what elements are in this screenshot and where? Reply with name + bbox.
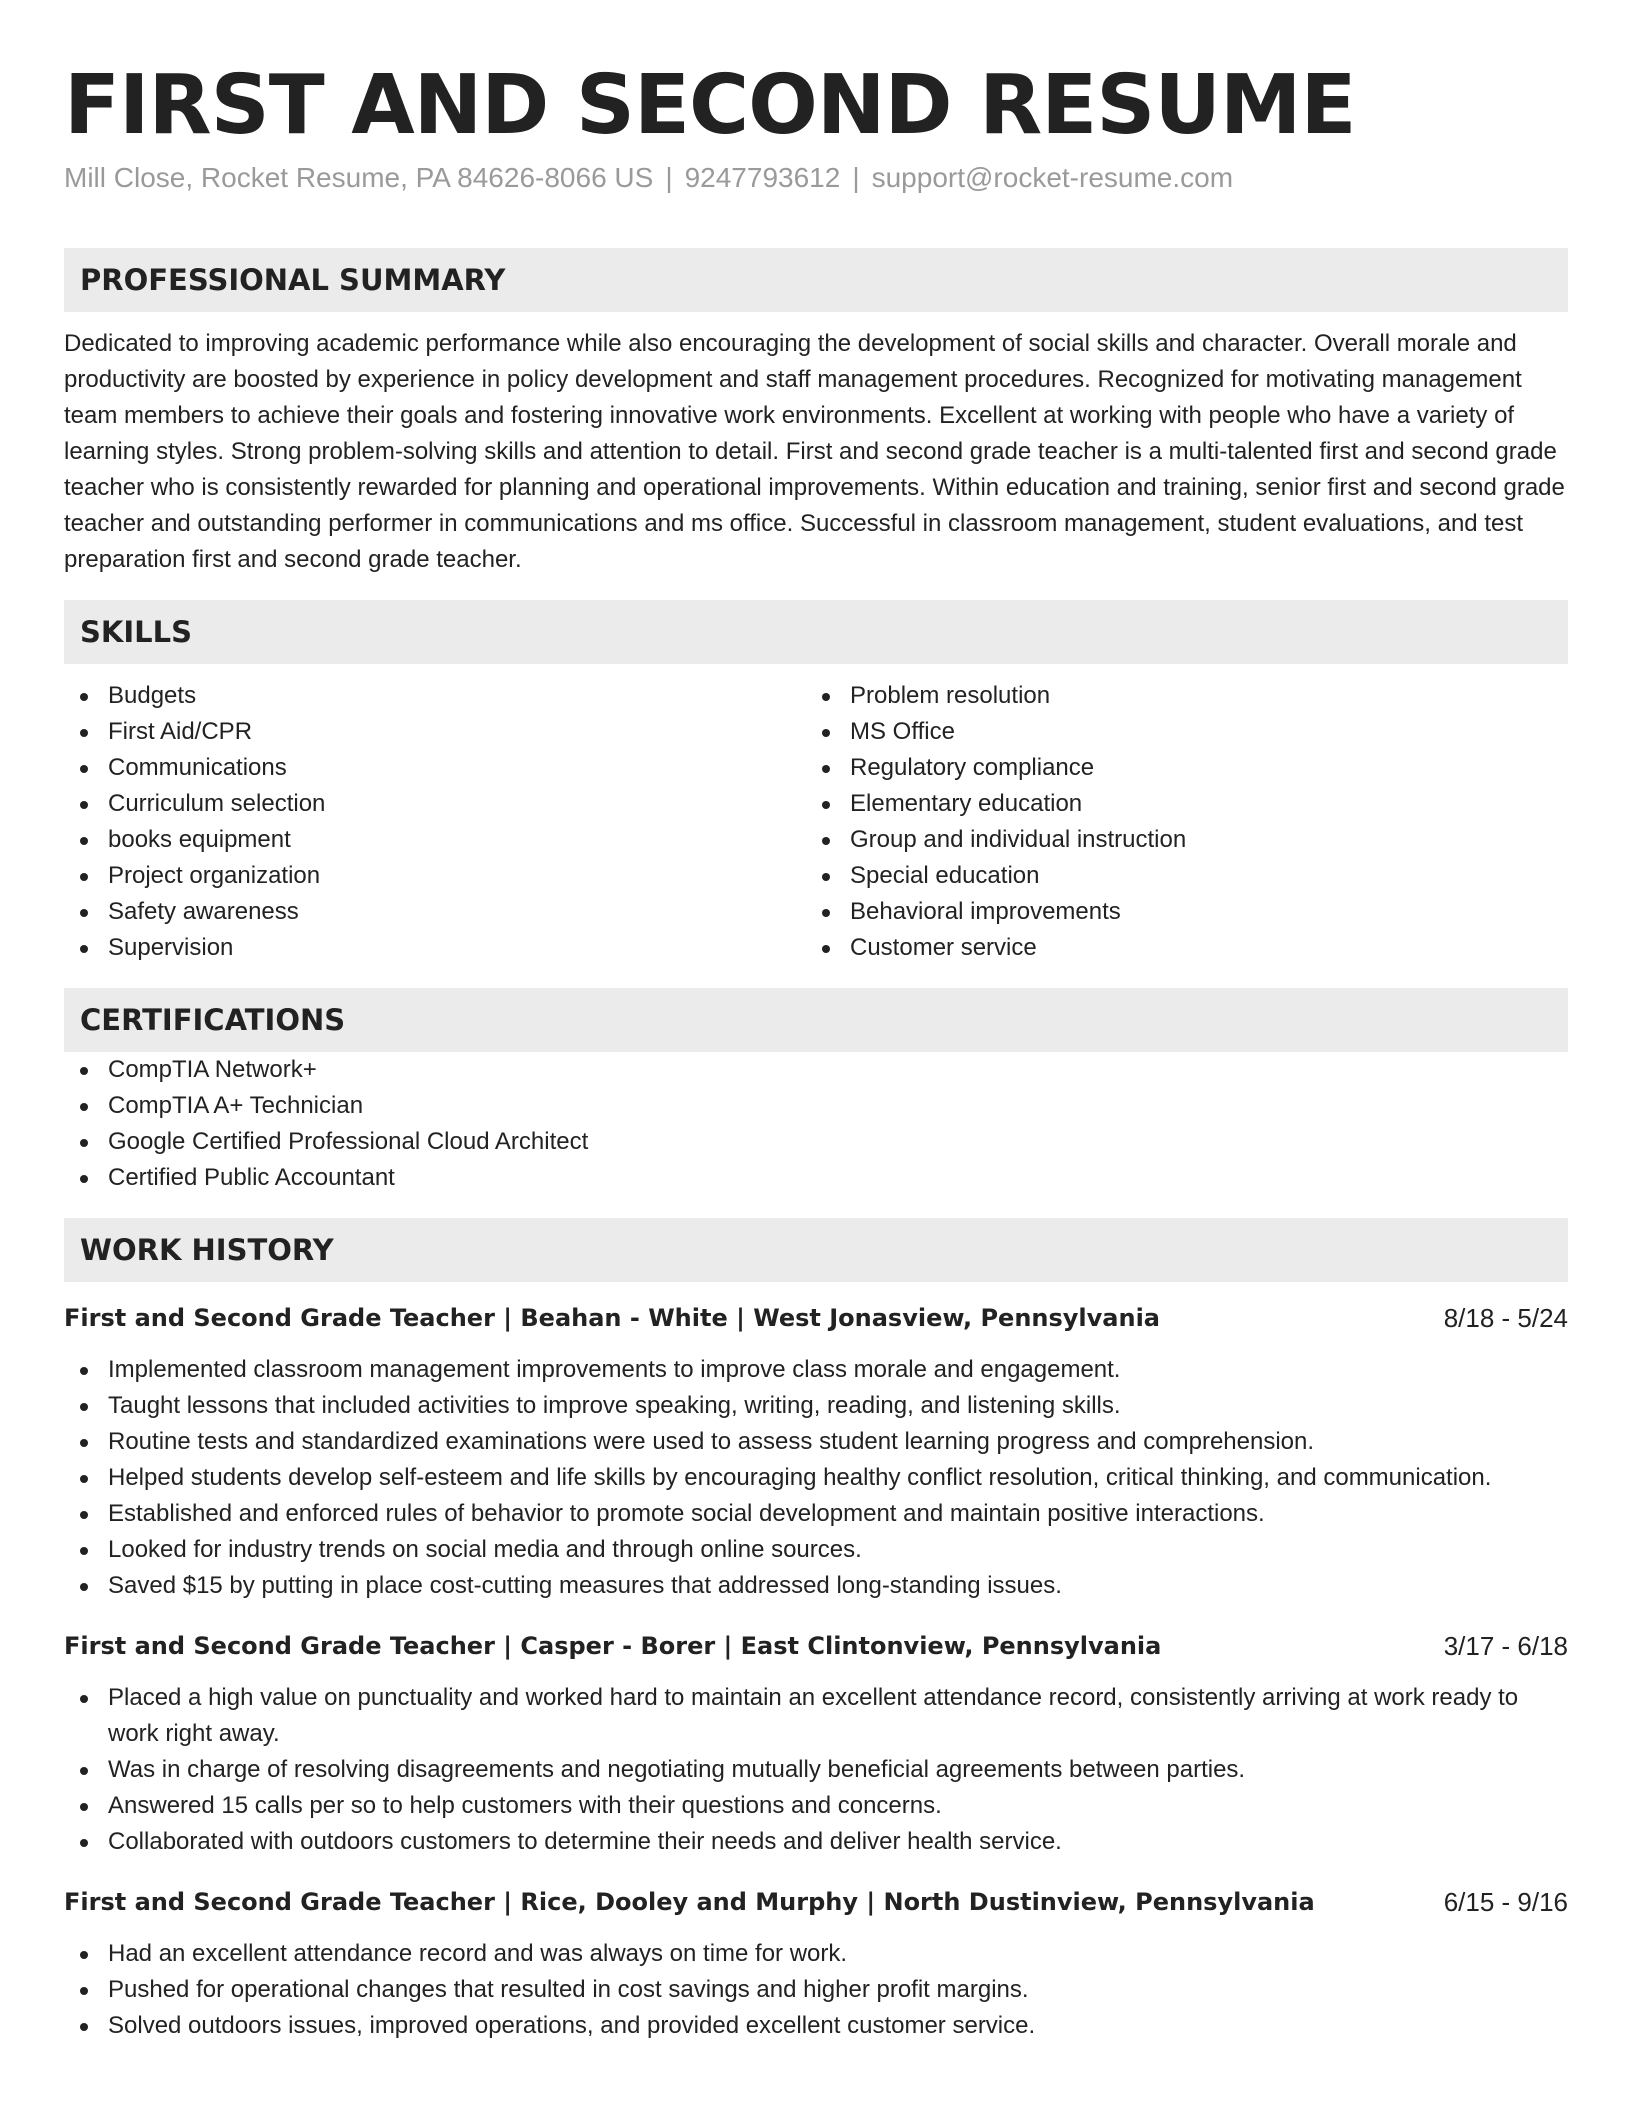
job-bullets — [64, 1352, 1568, 1604]
skill-item: Behavioral improvements — [806, 894, 1548, 930]
job-bullet: Taught lessons that included activities to improve speaking, writing, reading, and listening skills. — [64, 1388, 1568, 1424]
section-header-summary: PROFESSIONAL SUMMARY — [64, 248, 1568, 312]
skills-list-right — [806, 678, 1548, 966]
skills-columns — [64, 678, 1568, 966]
skill-item: Project organization — [64, 858, 806, 894]
certifications-list — [64, 1052, 1568, 1196]
job-bullet: Placed a high value on punctuality and worked hard to maintain an excellent attendance record, consistently arriving at work ready to work right away. — [64, 1680, 1568, 1752]
job-title-row — [64, 1628, 1568, 1664]
summary-text: Dedicated to improving academic performance while also encouraging the development of social skills and character. Overall morale and productivity are boosted by experience in policy development and staff management procedures. Recognized for motivating management team members to achieve their goals and fostering innovative work environments. Excellent at working with people who have a variety of learning styles. Strong problem-solving skills and attention to detail. First and second grade teacher is a multi-talented first and second grade teacher who is consistently rewarded for planning and operational improvements. Within education and training, senior first and second grade teacher and outstanding performer in communications and ms office. Successful in classroom management, student evaluations, and test preparation first and second grade teacher. — [64, 330, 1565, 573]
job-bullet: Solved outdoors issues, improved operations, and provided excellent customer service. — [64, 2008, 1568, 2044]
skill-item: Problem resolution — [806, 678, 1548, 714]
section-header-skills: SKILLS — [64, 600, 1568, 664]
job-dates: 3/17 - 6/18 — [1443, 1631, 1568, 1661]
skill-item: Safety awareness — [64, 894, 806, 930]
contact-separator: | — [665, 162, 673, 193]
contact-email: support@rocket-resume.com — [871, 162, 1234, 193]
job-bullet: Routine tests and standardized examinations were used to assess student learning progress and comprehension. — [64, 1424, 1568, 1460]
job-title: First and Second Grade Teacher | Casper - Borer | East Clintonview, Pennsylvania — [64, 1632, 1162, 1660]
certification-item: Google Certified Professional Cloud Architect — [64, 1124, 1568, 1160]
skill-item: First Aid/CPR — [64, 714, 806, 750]
contact-separator: | — [852, 162, 860, 193]
job-title-row — [64, 1884, 1568, 1920]
job-dates: 6/15 - 9/16 — [1443, 1887, 1568, 1917]
certification-item: Certified Public Accountant — [64, 1160, 1568, 1196]
job-title: First and Second Grade Teacher | Rice, Dooley and Murphy | North Dustinview, Pennsylvania — [64, 1888, 1315, 1916]
job-bullet: Collaborated with outdoors customers to determine their needs and deliver health service. — [64, 1824, 1568, 1860]
job-bullet: Helped students develop self-esteem and life skills by encouraging healthy conflict resolution, critical thinking, and communication. — [64, 1460, 1568, 1496]
job-entry — [64, 1628, 1568, 1860]
job-entry — [64, 1884, 1568, 2044]
skill-item: Regulatory compliance — [806, 750, 1548, 786]
job-bullets — [64, 1680, 1568, 1860]
job-title-row — [64, 1300, 1568, 1336]
job-bullet: Was in charge of resolving disagreements and negotiating mutually beneficial agreements between parties. — [64, 1752, 1568, 1788]
skill-item: Curriculum selection — [64, 786, 806, 822]
skill-item: Communications — [64, 750, 806, 786]
skill-item: books equipment — [64, 822, 806, 858]
skill-item: MS Office — [806, 714, 1548, 750]
skill-item: Supervision — [64, 930, 806, 966]
certification-item: CompTIA Network+ — [64, 1052, 1568, 1088]
skill-item: Elementary education — [806, 786, 1548, 822]
job-bullets — [64, 1936, 1568, 2044]
resume-page — [64, 56, 1568, 2044]
job-bullet: Answered 15 calls per so to help customers with their questions and concerns. — [64, 1788, 1568, 1824]
skills-list-left — [64, 678, 806, 966]
job-bullet: Implemented classroom management improvements to improve class morale and engagement. — [64, 1352, 1568, 1388]
job-bullet: Looked for industry trends on social media and through online sources. — [64, 1532, 1568, 1568]
resume-name: FIRST AND SECOND RESUME — [64, 58, 1356, 153]
job-dates: 8/18 - 5/24 — [1443, 1303, 1568, 1333]
job-entry — [64, 1300, 1568, 1604]
skill-item: Group and individual instruction — [806, 822, 1548, 858]
contact-line — [64, 158, 1568, 198]
contact-phone: 9247793612 — [684, 162, 841, 193]
contact-address: Mill Close, Rocket Resume, PA 84626-8066 US — [64, 162, 654, 193]
job-bullet: Pushed for operational changes that resulted in cost savings and higher profit margins. — [64, 1972, 1568, 2008]
skill-item: Budgets — [64, 678, 806, 714]
skill-item: Special education — [806, 858, 1548, 894]
job-bullet: Established and enforced rules of behavior to promote social development and maintain positive interactions. — [64, 1496, 1568, 1532]
skill-item: Customer service — [806, 930, 1548, 966]
section-header-work-history: WORK HISTORY — [64, 1218, 1568, 1282]
job-bullet: Had an excellent attendance record and was always on time for work. — [64, 1936, 1568, 1972]
job-bullet: Saved $15 by putting in place cost-cutting measures that addressed long-standing issues. — [64, 1568, 1568, 1604]
job-title: First and Second Grade Teacher | Beahan - White | West Jonasview, Pennsylvania — [64, 1304, 1160, 1332]
certification-item: CompTIA A+ Technician — [64, 1088, 1568, 1124]
section-header-certifications: CERTIFICATIONS — [64, 988, 1568, 1052]
